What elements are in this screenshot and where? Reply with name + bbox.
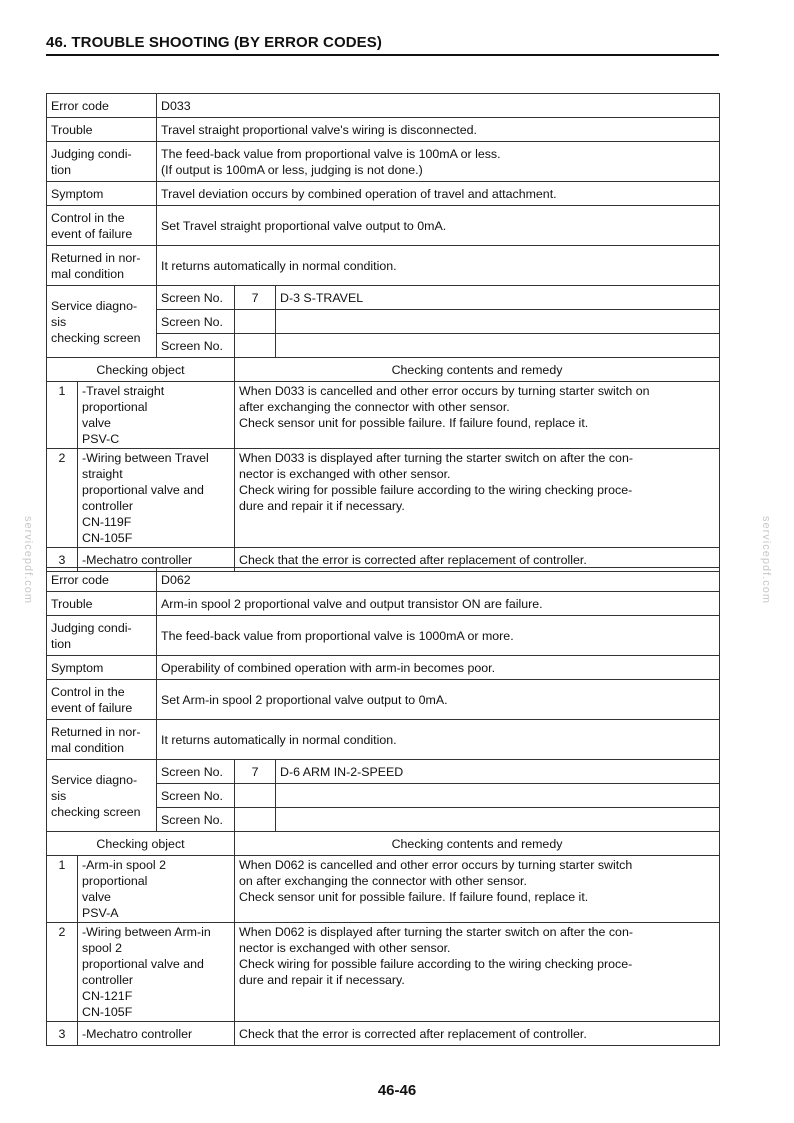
screen-no-value bbox=[235, 808, 276, 832]
symptom-value: Travel deviation occurs by combined operation of travel and attachment. bbox=[157, 182, 720, 206]
judging-value: The feed-back value from proportional valve is 1000mA or more. bbox=[157, 616, 720, 656]
check-remedy: When D033 is cancelled and other error occurs by turning starter switch on after exchanging the connector with other sensor. Check sensor unit for possible failure. If failure found, replace it. bbox=[235, 382, 720, 449]
judging-label: Judging condi- tion bbox=[47, 616, 157, 656]
check-object: -Mechatro controller bbox=[78, 548, 235, 572]
symptom-label: Symptom bbox=[47, 656, 157, 680]
screen-no-label: Screen No. bbox=[157, 310, 235, 334]
check-object: -Mechatro controller bbox=[78, 1022, 235, 1046]
screen-name: D-3 S-TRAVEL bbox=[276, 286, 720, 310]
page-header bbox=[46, 34, 719, 56]
error-code-value: D033 bbox=[157, 94, 720, 118]
service-diag-label: Service diagno- sis checking screen bbox=[47, 760, 157, 832]
screen-no-label: Screen No. bbox=[157, 334, 235, 358]
watermark-right: servicepdf.com bbox=[760, 516, 772, 604]
check-remedy: When D062 is cancelled and other error occurs by turning starter switch on after exchanging the connector with other sensor. Check sensor unit for possible failure. If failure found, replace it. bbox=[235, 856, 720, 923]
control-label: Control in the event of failure bbox=[47, 680, 157, 720]
screen-name bbox=[276, 334, 720, 358]
screen-no-label: Screen No. bbox=[157, 784, 235, 808]
error-table-d062 bbox=[46, 567, 720, 1046]
check-remedy: Check that the error is corrected after replacement of controller. bbox=[235, 548, 720, 572]
check-remedy: When D033 is displayed after turning the starter switch on after the con- nector is exchanged with other sensor. Check wiring for possible failure according to the wiring checking proce- dure and repair it if necessary. bbox=[235, 449, 720, 548]
judging-value: The feed-back value from proportional valve is 100mA or less. (If output is 100mA or less, judging is not done.) bbox=[157, 142, 720, 182]
screen-name: D-6 ARM IN-2-SPEED bbox=[276, 760, 720, 784]
check-object: -Wiring between Arm-in spool 2 proportional valve and controller CN-121F CN-105F bbox=[78, 923, 235, 1022]
control-value: Set Arm-in spool 2 proportional valve output to 0mA. bbox=[157, 680, 720, 720]
symptom-value: Operability of combined operation with arm-in becomes poor. bbox=[157, 656, 720, 680]
symptom-label: Symptom bbox=[47, 182, 157, 206]
screen-name bbox=[276, 310, 720, 334]
check-row-number: 3 bbox=[47, 1022, 78, 1046]
screen-no-value bbox=[235, 784, 276, 808]
watermark-left: servicepdf.com bbox=[22, 516, 34, 604]
check-object: -Wiring between Travel straight proportional valve and controller CN-119F CN-105F bbox=[78, 449, 235, 548]
check-row-number: 2 bbox=[47, 923, 78, 1022]
screen-no-label: Screen No. bbox=[157, 760, 235, 784]
checking-object-header: Checking object bbox=[47, 358, 235, 382]
error-code-label: Error code bbox=[47, 94, 157, 118]
trouble-label: Trouble bbox=[47, 592, 157, 616]
screen-name bbox=[276, 808, 720, 832]
check-row-number: 2 bbox=[47, 449, 78, 548]
page-number: 46-46 bbox=[377, 1082, 417, 1099]
error-code-value: D062 bbox=[157, 568, 720, 592]
checking-object-header: Checking object bbox=[47, 832, 235, 856]
check-row-number: 1 bbox=[47, 856, 78, 923]
checking-contents-header: Checking contents and remedy bbox=[235, 358, 720, 382]
returned-label: Returned in nor- mal condition bbox=[47, 246, 157, 286]
trouble-value: Travel straight proportional valve's wiring is disconnected. bbox=[157, 118, 720, 142]
check-row-number: 3 bbox=[47, 548, 78, 572]
returned-label: Returned in nor- mal condition bbox=[47, 720, 157, 760]
screen-name bbox=[276, 784, 720, 808]
check-object: -Arm-in spool 2 proportional valve PSV-A bbox=[78, 856, 235, 923]
page-title: 46. TROUBLE SHOOTING (BY ERROR CODES) bbox=[46, 34, 382, 51]
screen-no-value: 7 bbox=[235, 760, 276, 784]
screen-no-value bbox=[235, 334, 276, 358]
control-value: Set Travel straight proportional valve output to 0mA. bbox=[157, 206, 720, 246]
trouble-value: Arm-in spool 2 proportional valve and output transistor ON are failure. bbox=[157, 592, 720, 616]
service-diag-label: Service diagno- sis checking screen bbox=[47, 286, 157, 358]
screen-no-label: Screen No. bbox=[157, 286, 235, 310]
control-label: Control in the event of failure bbox=[47, 206, 157, 246]
screen-no-label: Screen No. bbox=[157, 808, 235, 832]
checking-contents-header: Checking contents and remedy bbox=[235, 832, 720, 856]
returned-value: It returns automatically in normal condition. bbox=[157, 720, 720, 760]
error-code-label: Error code bbox=[47, 568, 157, 592]
trouble-label: Trouble bbox=[47, 118, 157, 142]
check-remedy: When D062 is displayed after turning the starter switch on after the con- nector is exchanged with other sensor. Check wiring for possible failure according to the wiring checking proce- dure and repair it if necessary. bbox=[235, 923, 720, 1022]
check-remedy: Check that the error is corrected after replacement of controller. bbox=[235, 1022, 720, 1046]
check-row-number: 1 bbox=[47, 382, 78, 449]
judging-label: Judging condi- tion bbox=[47, 142, 157, 182]
error-table-d033 bbox=[46, 93, 720, 572]
returned-value: It returns automatically in normal condition. bbox=[157, 246, 720, 286]
check-object: -Travel straight proportional valve PSV-C bbox=[78, 382, 235, 449]
screen-no-value: 7 bbox=[235, 286, 276, 310]
screen-no-value bbox=[235, 310, 276, 334]
